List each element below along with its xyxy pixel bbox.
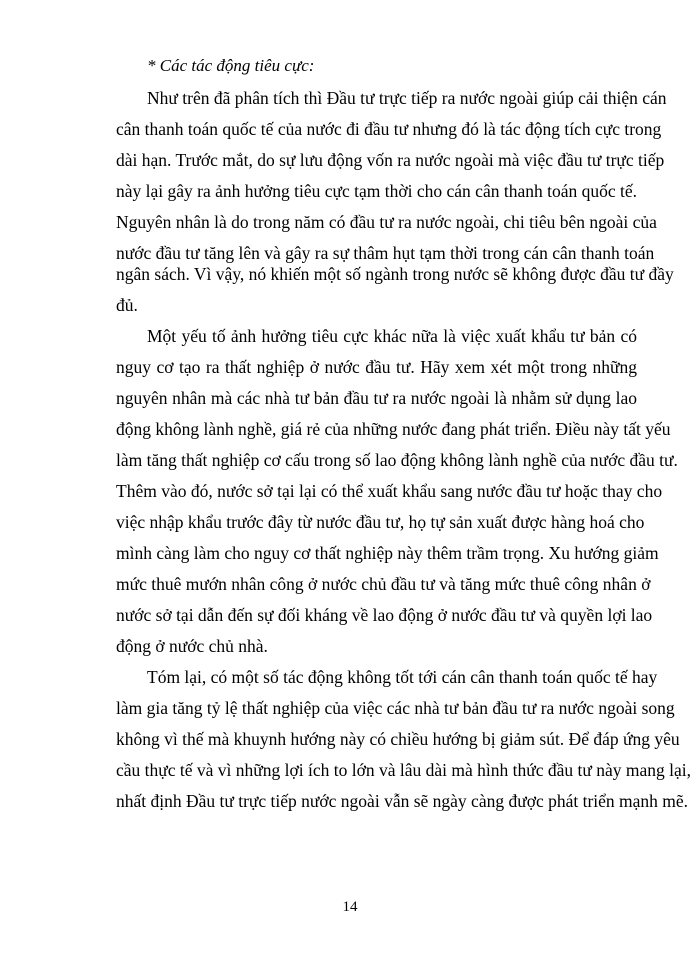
paragraph-3-line-2: làm gia tăng tỷ lệ thất nghiệp của việc các nhà tư bản đầu tư ra nước ngoài song xyxy=(116,698,675,718)
paragraph-1-line-4: này lại gây ra ảnh hưởng tiêu cực tạm thời cho cán cân thanh toán quốc tế. xyxy=(116,181,637,201)
paragraph-2-line-4: động không lành nghề, giá rẻ của những nước đang phát triển. Điều này tất yếu xyxy=(116,419,671,439)
paragraph-3-line-3: không vì thế mà khuynh hướng này có chiều hướng bị giảm sút. Để đáp ứng yêu xyxy=(116,729,680,749)
paragraph-1-line-3: dài hạn. Trước mắt, do sự lưu động vốn ra nước ngoài mà việc đầu tư trực tiếp xyxy=(116,150,665,170)
paragraph-1-line-1: Như trên đã phân tích thì Đầu tư trực tiếp ra nước ngoài giúp cải thiện cán xyxy=(147,88,667,108)
paragraph-2-line-11: động ở nước chủ nhà. xyxy=(116,636,268,656)
paragraph-2-line-3: nguyên nhân mà các nhà tư bản đầu tư ra nước ngoài là nhằm sử dụng lao xyxy=(116,388,637,408)
section-subheading: * Các tác động tiêu cực: xyxy=(147,56,315,75)
paragraph-3-line-4: cầu thực tế và vì những lợi ích to lớn và lâu dài mà hình thức đầu tư này mang lại, xyxy=(116,760,691,780)
paragraph-2-line-2: nguy cơ tạo ra thất nghiệp ở nước đầu tư. Hãy xem xét một trong những xyxy=(116,357,637,377)
paragraph-2-line-6: Thêm vào đó, nước sở tại lại có thể xuất khẩu sang nước đầu tư hoặc thay cho xyxy=(116,481,663,501)
paragraph-2-line-1: Một yếu tố ảnh hưởng tiêu cực khác nữa là việc xuất khẩu tư bản có xyxy=(147,326,637,346)
paragraph-1-line-7: ngân sách. Vì vậy, nó khiến một số ngành trong nước sẽ không được đầu tư đầy xyxy=(116,264,674,284)
paragraph-2-line-10: nước sở tại dẫn đến sự đối kháng về lao động ở nước đầu tư và quyền lợi lao xyxy=(116,605,653,625)
paragraph-2-line-8: mình càng làm cho nguy cơ thất nghiệp này thêm trầm trọng. Xu hướng giảm xyxy=(116,543,659,563)
paragraph-2-line-7: việc nhập khẩu trước đây từ nước đầu tư, họ tự sản xuất được hàng hoá cho xyxy=(116,512,645,532)
paragraph-1-line-2: cân thanh toán quốc tế của nước đi đầu tư nhưng đó là tác động tích cực trong xyxy=(116,119,662,139)
paragraph-1-line-8: đủ. xyxy=(116,295,138,315)
paragraph-1-line-5: Nguyên nhân là do trong năm có đầu tư ra nước ngoài, chi tiêu bên ngoài của xyxy=(116,212,657,232)
paragraph-1-line-6: nước đầu tư tăng lên và gây ra sự thâm hụt tạm thời trong cán cân thanh toán xyxy=(116,243,655,263)
paragraph-3-line-1: Tóm lại, có một số tác động không tốt tới cán cân thanh toán quốc tế hay xyxy=(147,667,658,687)
paragraph-2-line-9: mức thuê mướn nhân công ở nước chủ đầu tư và tăng mức thuê công nhân ở xyxy=(116,574,651,594)
paragraph-3-line-5: nhất định Đầu tư trực tiếp nước ngoài vẫn sẽ ngày càng được phát triển mạnh mẽ. xyxy=(116,791,689,811)
page-number: 14 xyxy=(342,899,358,915)
paragraph-2-line-5: làm tăng thất nghiệp cơ cấu trong số lao động không lành nghề của nước đầu tư. xyxy=(116,450,678,470)
